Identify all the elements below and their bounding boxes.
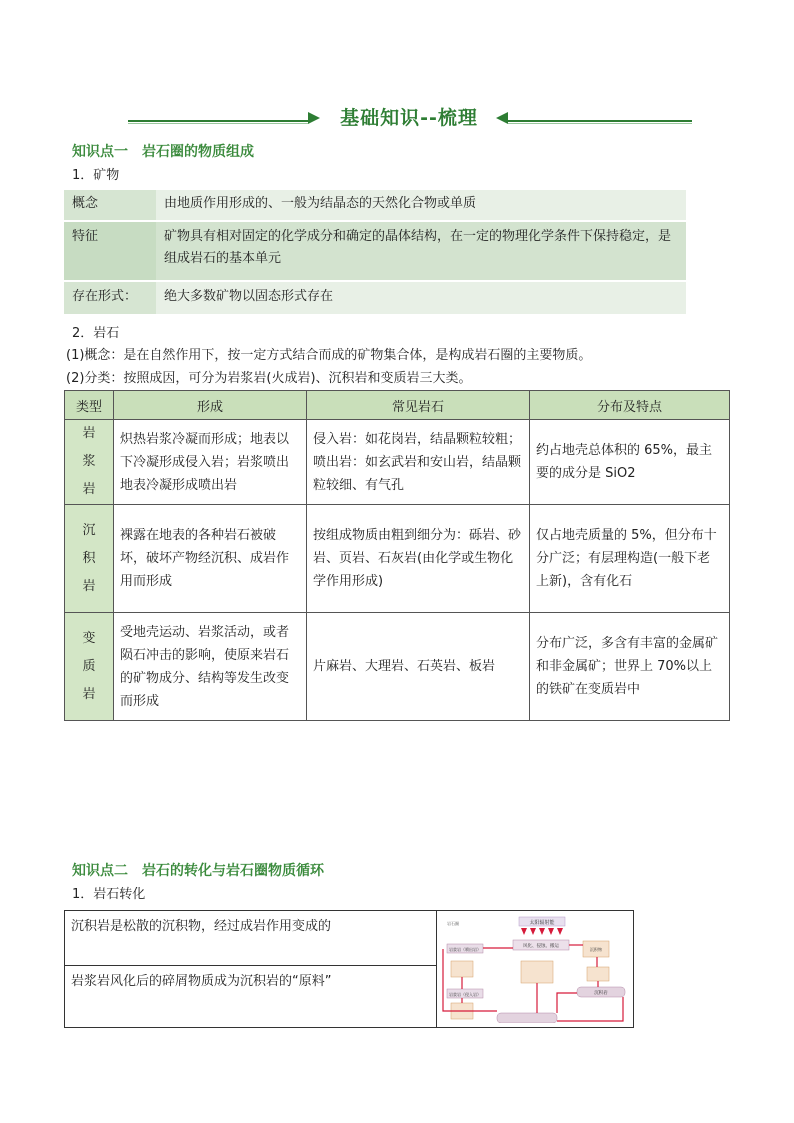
transform-text: 岩浆岩风化后的碎屑物质成为沉积岩的“原料”: [65, 966, 437, 1028]
header-examples: 常见岩石: [307, 391, 530, 420]
weathering-label: 风化、侵蚀、搬运: [523, 944, 559, 949]
banner-wedge-left-icon: [308, 112, 320, 124]
lithosphere-label: 岩石圈: [447, 921, 459, 926]
solar-arrows-icon: [521, 928, 563, 935]
rock-examples: 片麻岩、大理岩、石英岩、板岩: [307, 613, 530, 721]
mineral-key: 特征: [64, 222, 156, 280]
mineral-row: [64, 282, 686, 314]
rock-concept: (1)概念：是在自然作用下，按一定方式结合而成的矿物集合体，是构成岩石圈的主要物质。: [66, 348, 592, 363]
banner-wedge-right-icon: [496, 112, 508, 124]
mineral-table: [64, 188, 686, 316]
table-row: [65, 613, 730, 721]
rock-formation: 炽热岩浆冷凝而形成；地表以下冷凝形成侵入岩；岩浆喷出地表冷凝形成喷出岩: [114, 420, 307, 505]
rock-examples: 侵入岩：如花岗岩，结晶颗粒较粗；喷出岩：如玄武岩和安山岩，结晶颗粒较细、有气孔: [307, 420, 530, 505]
header-features: 分布及特点: [530, 391, 730, 420]
mineral-value: 由地质作用形成的、一般为结晶态的天然化合物或单质: [156, 190, 686, 220]
rock-type-char: 岩: [82, 578, 96, 594]
rock-formation: 受地壳运动、岩浆活动，或者陨石冲击的影响，使原来岩石的矿物成分、结构等发生改变而形成: [114, 613, 307, 721]
mineral-key: 概念: [64, 190, 156, 220]
rock-type-char: 质: [82, 658, 96, 674]
table-row: [65, 911, 634, 966]
header-type: 类型: [65, 391, 114, 420]
rock-examples: 按组成物质由粗到细分为：砾岩、砂岩、页岩、石灰岩(由化学或生物化学作用形成): [307, 505, 530, 613]
section-banner: [128, 100, 692, 130]
rock-table-header: [65, 391, 730, 420]
rock-type-cell: [65, 505, 114, 613]
rock-cycle-diagram: [437, 911, 633, 1023]
mineral-key: 存在形式：: [64, 282, 156, 314]
rock-type-char: 浆: [82, 454, 96, 469]
table-row: [65, 420, 730, 505]
rock-type-char: 岩: [82, 686, 96, 702]
rock-type-char: 积: [82, 550, 96, 566]
rock-cycle-diagram-cell: [437, 911, 634, 1028]
rock-type-char: 沉: [82, 522, 96, 538]
transform-heading: 1．岩石转化: [72, 887, 146, 902]
rock-table: [64, 390, 730, 721]
rock-type-cell: [65, 420, 114, 505]
crust-box: [521, 961, 553, 983]
banner-title: 基础知识--梳理: [340, 107, 478, 129]
mineral-row: [64, 190, 686, 220]
sediment-label: 沉积物: [590, 947, 602, 952]
section2-title: 知识点二 岩石的转化与岩石圈物质循环: [72, 863, 324, 879]
rock-features: 约占地壳总体积的 65%，最主要的成分是 SiO2: [530, 420, 730, 505]
transform-text: 沉积岩是松散的沉积物，经过成岩作用变成的: [65, 911, 437, 966]
rock-features: 分布广泛，多含有丰富的金属矿和非金属矿；世界上 70%以上的铁矿在变质岩中: [530, 613, 730, 721]
table-row: [65, 505, 730, 613]
metamorphic-box: [497, 1013, 557, 1023]
mineral-value: 绝大多数矿物以固态形式存在: [156, 282, 686, 314]
transform-table: [64, 910, 634, 1028]
mineral-value: 矿物具有相对固定的化学成分和确定的晶体结构，在一定的物理化学条件下保持稳定，是组成岩石的基本单元: [156, 222, 686, 280]
banner-line-right: [508, 120, 692, 122]
rock-heading: 2．岩石: [72, 326, 120, 341]
mineral-row: [64, 222, 686, 280]
rock-features: 仅占地壳质量的 5%，但分布十分广泛；有层理构造(一般下老上新)，含有化石: [530, 505, 730, 613]
sedimentary-rock-label: 沉积岩: [594, 991, 608, 996]
compaction-box: [587, 967, 609, 981]
solar-label: 太阳辐射能: [529, 920, 555, 926]
rock-type-char: 岩: [82, 482, 96, 497]
magma-extrusive-label: 岩浆岩（喷出岩）: [449, 947, 481, 952]
rock-formation: 裸露在地表的各种岩石被破坏，破坏产物经沉积、成岩作用而形成: [114, 505, 307, 613]
section1-title: 知识点一 岩石圈的物质组成: [72, 144, 254, 160]
rock-classification: (2)分类：按照成因，可分为岩浆岩(火成岩)、沉积岩和变质岩三大类。: [66, 371, 472, 386]
banner-line-left-thin: [128, 123, 308, 124]
mineral-heading: 1．矿物: [72, 168, 120, 183]
rock-type-char: 岩: [82, 426, 96, 441]
magma-intrusive-label: 岩浆岩（侵入岩）: [449, 992, 481, 997]
banner-line-right-thin: [508, 123, 692, 124]
rock-type-cell: [65, 613, 114, 721]
header-formation: 形成: [114, 391, 307, 420]
rock-type-char: 变: [82, 630, 96, 646]
uplift-box: [451, 961, 473, 977]
banner-line-left: [128, 120, 308, 122]
